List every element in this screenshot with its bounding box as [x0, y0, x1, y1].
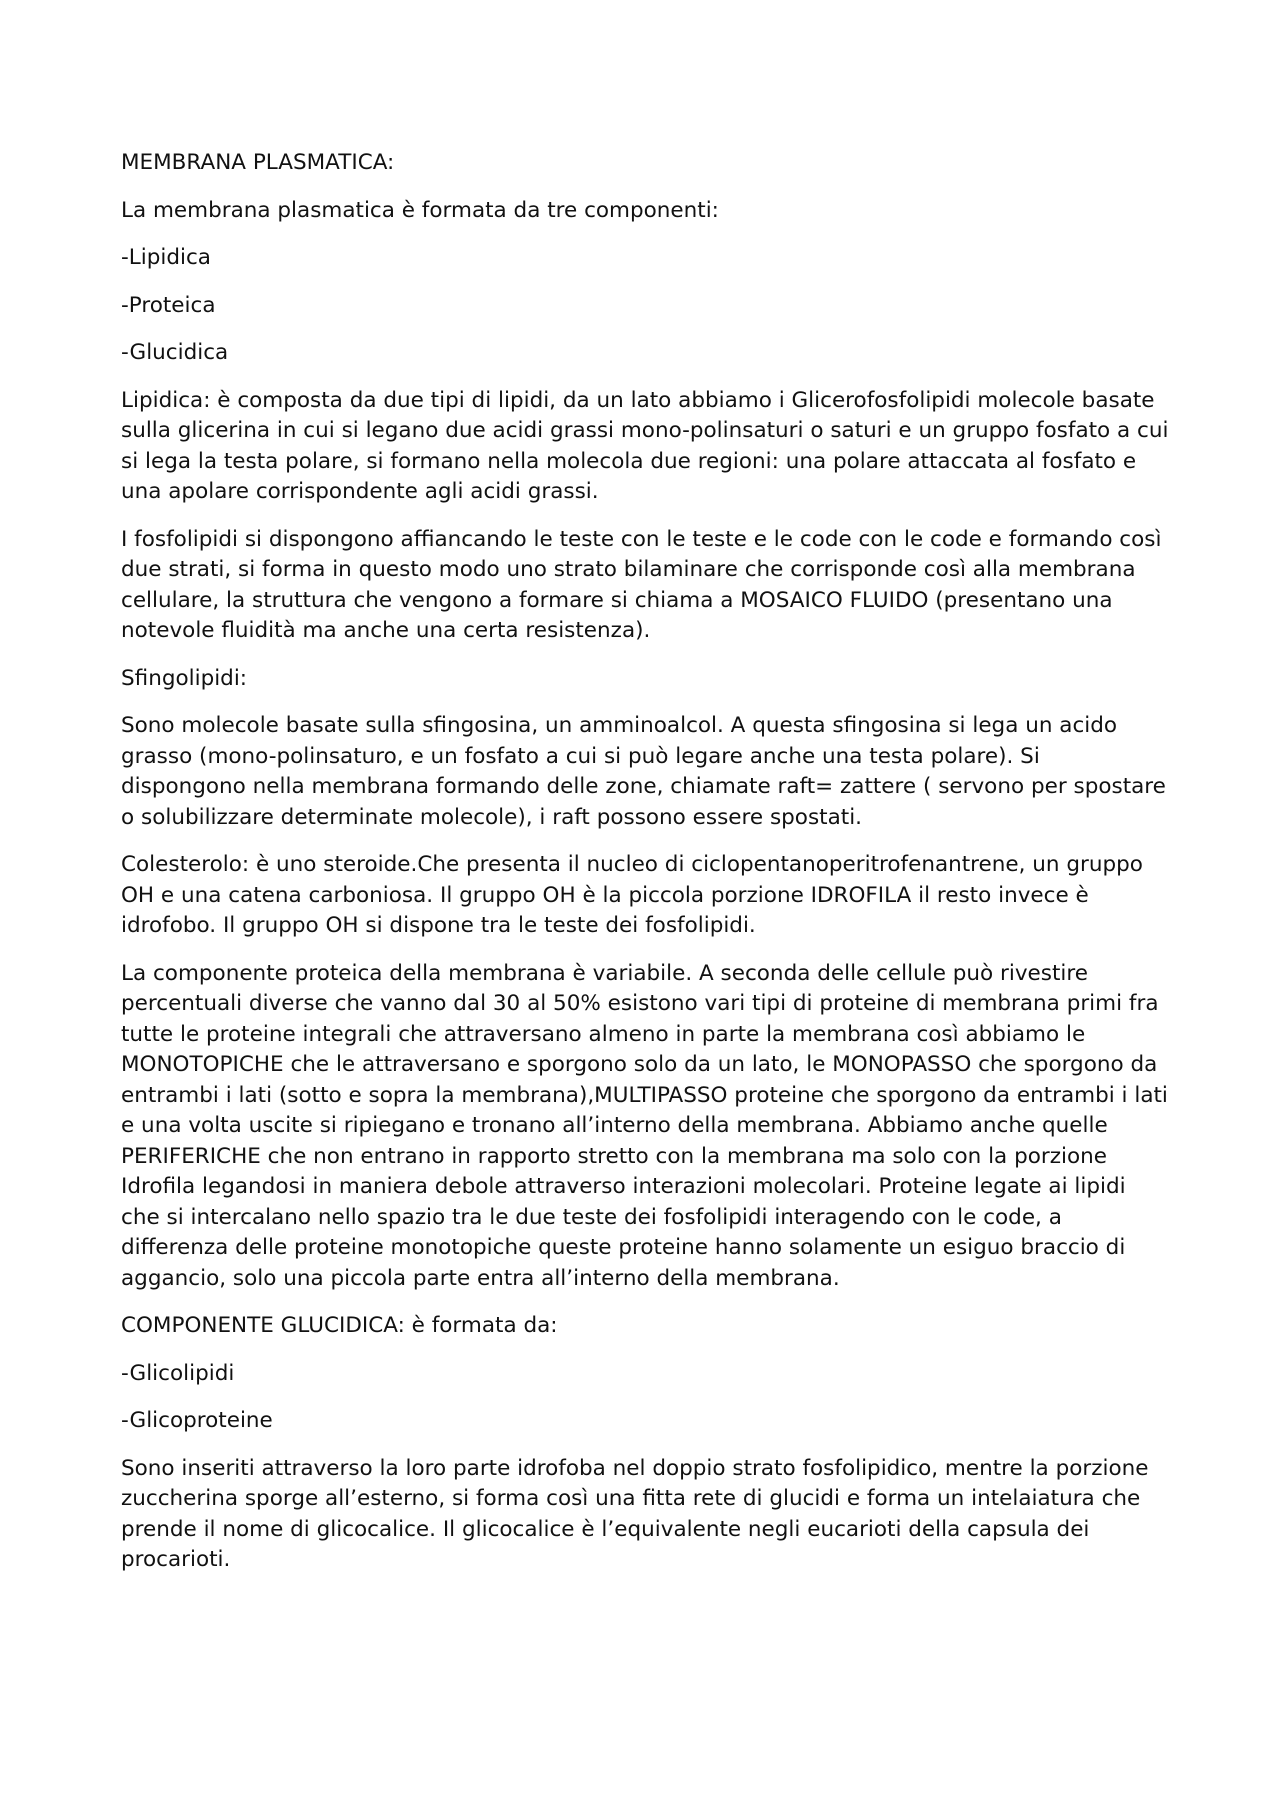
paragraph-glicocalice: Sono inseriti attraverso la loro parte idrofoba nel doppio strato fosfolipidico, mentre la porzione zuccherina sporge all’esterno, si forma così una fitta rete di glucidi e forma un intelaiatura che prende il nome di glicocalice. Il glicocalice è l’equivalente negli eucarioti della capsula dei procarioti.	[121, 1455, 1149, 1572]
glucidica-item-glicoproteine: -Glicoproteine	[121, 1408, 273, 1433]
paragraph-colesterolo: Colesterolo: è uno steroide.Che presenta il nucleo di ciclopentanoperitrofenantrene, un gruppo OH e una catena carboniosa. Il gruppo OH è la piccola porzione IDROFILA il resto invece è idrofobo. Il gruppo OH si dispone tra le teste dei fosfolipidi.	[121, 852, 1143, 938]
intro-paragraph: La membrana plasmatica è formata da tre componenti:	[121, 197, 719, 223]
paragraph-sfingolipidi: Sono molecole basate sulla sfingosina, un amminoalcol. A questa sfingosina si lega un acido grasso (mono-polinsaturo, e un fosfato a cui si può legare anche una testa polare). Si dispongono nella membrana formando delle zone, chiamate raft= zattere ( servono per spostare o solubilizzare determinate molecole), i raft possono essere spostati.	[121, 713, 1166, 830]
heading-sfingolipidi: Sfingolipidi:	[121, 665, 248, 691]
component-item-glucidica: -Glucidica	[121, 340, 229, 365]
glucidica-item-glicolipidi: -Glicolipidi	[121, 1360, 235, 1386]
document-page	[121, 148, 1171, 1593]
document-title: MEMBRANA PLASMATICA:	[121, 150, 395, 175]
paragraph-proteica: La componente proteica della membrana è variabile. A seconda delle cellule può rivestire percentuali diverse che vanno dal 30 al 50% esistono vari tipi di proteine di membrana primi fra tutte le proteine integrali che attraversano almeno in parte la membrana così abbiamo le MONOTOPICHE che le attraversano e sporgono solo da un lato, le MONOPASSO che sporgono da entrambi i lati (sotto e sopra la membrana),MULTIPASSO proteine che sporgono da entrambi i lati e una volta uscite si ripiegano e tronano all’interno della membrana. Abbiamo anche quelle PERIFERICHE che non entrano in rapporto stretto con la membrana ma solo con la porzione Idrofila legandosi in maniera debole attraverso interazioni molecolari. Proteine legate ai lipidi che si intercalano nello spazio tra le due teste dei fosfolipidi interagendo con le code, a differenza delle proteine monotopiche queste proteine hanno solamente un esiguo braccio di aggancio, solo una piccola parte entra all’interno della membrana.	[121, 960, 1168, 1291]
paragraph-fosfolipidi: I fosfolipidi si dispongono affiancando le teste con le teste e le code con le code e formando così due strati, si forma in questo modo uno strato bilaminare che corrisponde così alla membrana cellulare, la struttura che vengono a formare si chiama a MOSAICO FLUIDO (presentano una notevole fluidità ma anche una certa resistenza).	[121, 526, 1162, 643]
heading-glucidica: COMPONENTE GLUCIDICA: è formata da:	[121, 1313, 558, 1338]
paragraph-lipidica: Lipidica: è composta da due tipi di lipidi, da un lato abbiamo i Glicerofosfolipidi molecole basate sulla glicerina in cui si legano due acidi grassi mono-polinsaturi o saturi e un gruppo fosfato a cui si lega la testa polare, si formano nella molecola due regioni: una polare attaccata al fosfato e una apolare corrispondente agli acidi grassi.	[121, 387, 1169, 504]
component-item-lipidica: -Lipidica	[121, 245, 211, 270]
component-item-proteica: -Proteica	[121, 292, 216, 318]
